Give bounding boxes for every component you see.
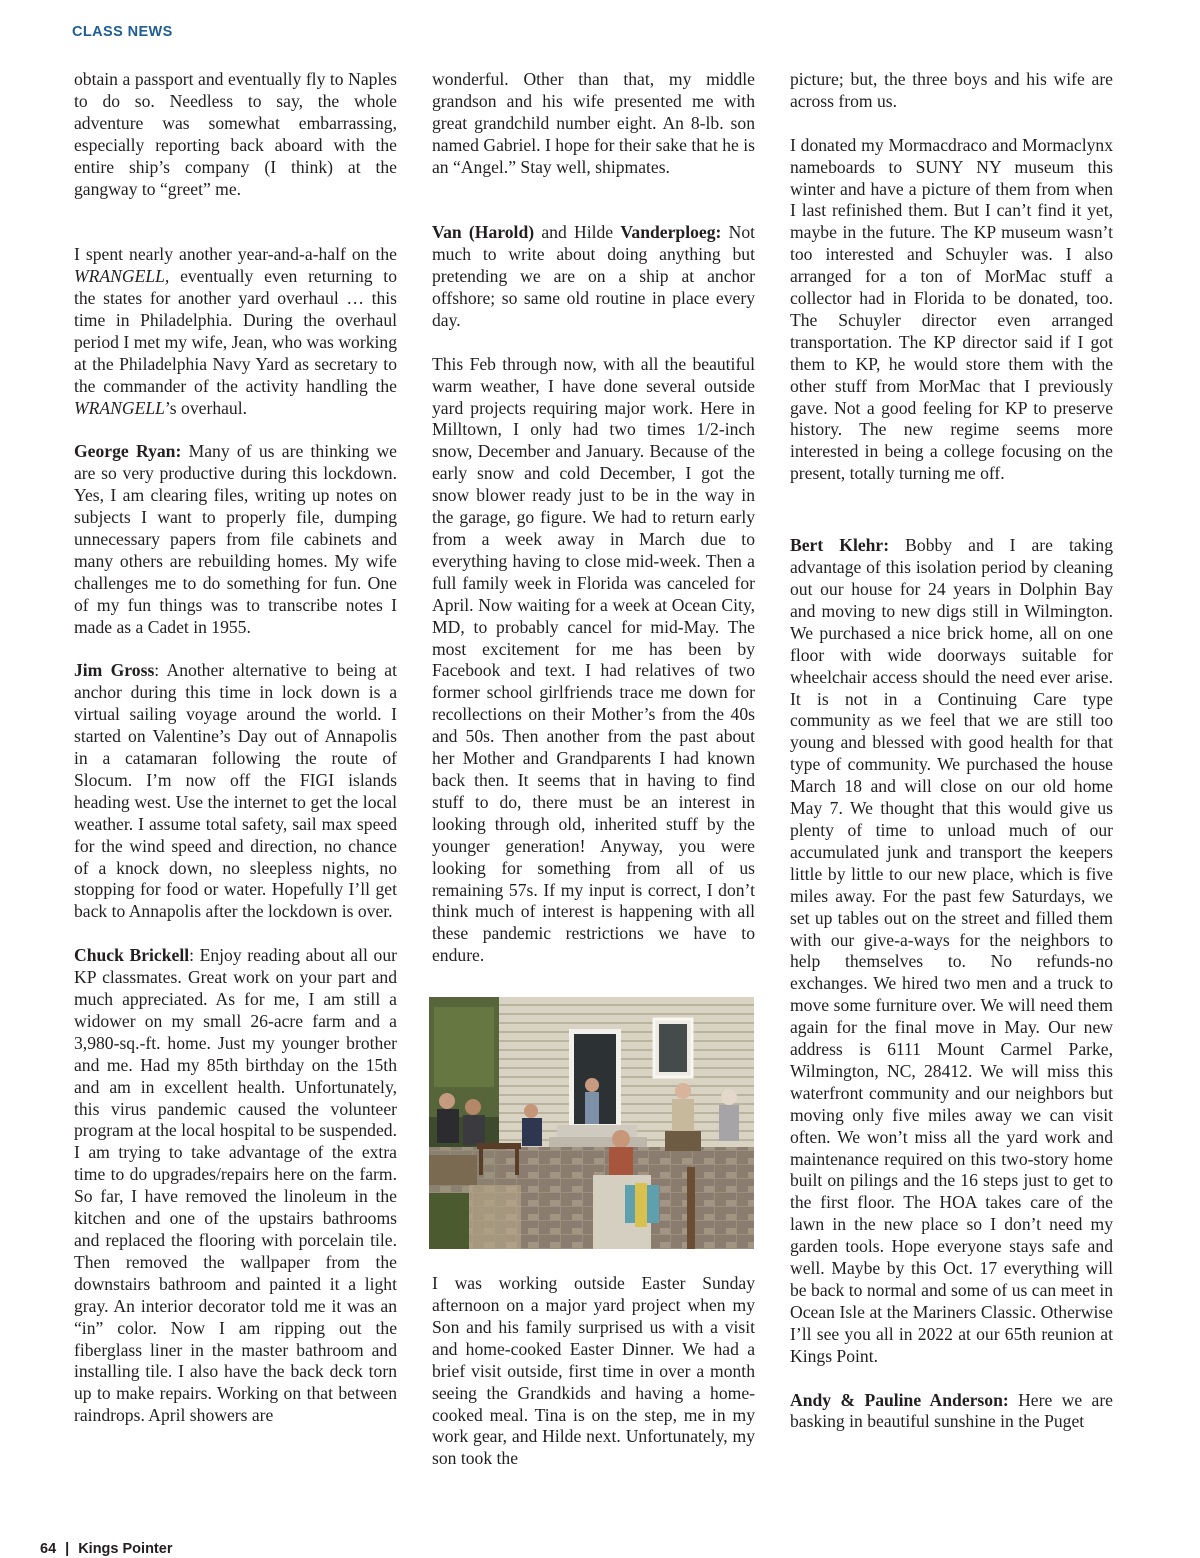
classmate-name: Jim Gross	[74, 660, 155, 681]
classmate-name: Vanderploeg:	[620, 222, 722, 243]
page-footer	[40, 1541, 172, 1557]
publication-name: Kings Pointer	[78, 1541, 173, 1557]
entry-chuck-brickell: Chuck Brickell: Enjoy reading about all our KP classmates. Great work on your part and much appreciated. As for me, I am still a widower on my small 26-acre farm and a 3,980-sq.-ft. home. Just my younger brother and me. Had my 85th birthday on the 15th and am in excellent health. Unfortunately, this virus pandemic caused the volunteer program at the local hospital to be suspended. I am trying to take advantage of the extra time to do upgrades/repairs here on the farm. So far, I have removed the linoleum in the kitchen and one of the upstairs bathrooms and replaced the flooring with porcelain tile. Then removed the wallpaper from the downstairs bathroom and painted it a light gray. An interior decorator told me it was an “in” color. Now I am ripping out the fiberglass liner in the master bathroom and installing tile. I also have the back deck torn up to make repairs. Working on that between raindrops. April showers are	[74, 945, 397, 1426]
ship-name: WRANGELL,	[74, 266, 170, 287]
page-number: 64	[40, 1541, 57, 1557]
paragraph-milltown: This Feb through now, with all the beautiful warm weather, I have done several outside yard projects requiring major work. Here in Milltown, I only had two times 1/2-inch snow, December and January. Because of the early snow and cold December, I got the snow blower ready just to be in the way in the garage, go figure. We had to return early from a week away in March due to everything having to close mid-week. Then a full family week in Florida was canceled for April. Now waiting for a week at Ocean City, MD, to probably cancel for mid-May. The most excitement for me has been by Facebook and text. I had relatives of two former school girlfriends trace me down for recollections on their Mother’s from the 40s and 50s. Then another from the past about her Mother and Grandparents I had known back then. It seems that in having to find stuff to do, there must be an interest in looking through old, inherited stuff by the younger generation! Anyway, you were looking for something from all of us remaining 57s. If my input is correct, I don’t think much of interest is happening with all these pandemic restrictions we have to endure.	[432, 353, 755, 966]
family-patio-photo	[429, 997, 754, 1249]
paragraph-picture: picture; but, the three boys and his wife are across from us.	[790, 69, 1113, 111]
column-1	[74, 69, 397, 1427]
section-header: CLASS NEWS	[72, 24, 173, 40]
classmate-name: Bert Klehr:	[790, 535, 890, 556]
classmate-name: Van (Harold)	[432, 222, 535, 243]
classmate-name: Chuck Brickell	[74, 945, 190, 966]
paragraph-wrangell: I spent nearly another year-and-a-half on the WRANGELL, eventually even returning to the states for another yard overhaul … this time in Philadelphia. During the overhaul period I met my wife, Jean, who was working at the Philadelphia Navy Yard as secretary to the commander of the activity handling the WRANGELL’s overhaul.	[74, 244, 397, 418]
entry-george-ryan: George Ryan: Many of us are thinking we are so very productive during this lockdown. Yes, I am clearing files, writing up notes on subjects I want to properly file, dumping unnecessary papers from file cabinets and many others are rebuilding homes. My wife challenges me to do something for fun. One of my fun things was to transcribe notes I made as a Cadet in 1955.	[74, 441, 397, 637]
paragraph-passport: obtain a passport and eventually fly to Naples to do so. Needless to say, the whole adventure was somewhat embarrassing, especially reporting back aboard with the entire ship’s company (I think) at the gangway to “greet” me.	[74, 69, 397, 199]
paragraph-gabriel: wonderful. Other than that, my middle grandson and his wife presented me with great grandchild number eight. An 8-lb. son named Gabriel. I hope for their sake that he is an “Angel.” Stay well, shipmates.	[432, 69, 755, 177]
entry-jim-gross: Jim Gross: Another alternative to being at anchor during this time in lock down is a virtual sailing voyage around the world. I started on Valentine’s Day out of Annapolis in a catamaran following the route of Slocum. I’m now off the FIGI islands heading west. Use the internet to get the local weather. I assume total safety, sail max speed for the wind speed and direction, no chance of a knock down, no sleepless nights, no stopping for food or water. Hopefully I’ll get back to Annapolis after the lockdown is over.	[74, 660, 397, 922]
column-2	[432, 69, 755, 1470]
classmate-name: Andy & Pauline Anderson:	[790, 1389, 1009, 1410]
entry-bert-klehr: Bert Klehr: Bobby and I are taking advantage of this isolation period by cleaning out our house for 24 years in Dolphin Bay and moving to new digs still in Wilmington. We purchased a nice brick home, all on one floor with wide doorways suitable for wheelchair access should the need ever arise. It is not in a Continuing Care type community as we feel that we are still too young and blessed with good health for that type of community. We purchased the house March 18 and will close on our old home May 7. We thought that this would give us plenty of time to unload much of our accumulated junk and transport the keepers little by little to our new place, which is five miles away. For the past few Saturdays, we set up tables out on the street and filled them with our give-a-ways for the neighbors to help themselves to. No refunds-no exchanges. We hired two men and a truck to move some furniture over. We will need them again for the final move in May. Our new address is 6111 Mount Carmel Parke, Wilmington, NC, 28412. We will miss this waterfront community and our neighbors but moving only five miles away we can visit often. We won’t miss all the yard work and maintenance required on this two-story home built on pilings and the 16 steps just to get to the first floor. The HOA takes care of the lawn in the new place so I don’t need my garden tools. Hope everyone stays safe and well. Maybe by this Oct. 17 everything will be back to normal and some of us can meet in Ocean Isle at the Mariners Classic. Otherwise I’ll see you all in 2022 at our 65th reunion at Kings Point.	[790, 535, 1113, 1366]
paragraph-nameboards: I donated my Mormacdraco and Mormaclynx nameboards to SUNY NY museum this winter and have a picture of them from when I last refinished them. But I can’t find it yet, maybe in the future. The KP museum wasn’t too interested and Schuyler was. I also arranged for a ton of MorMac stuff a collector had in Florida to be donated, too. The Schuyler director even arranged transportation. The KP director said if I got them to KP, he would store them with the other stuff from MorMac that I previously gave. Not a good feeling for KP to preserve history. The new regime seems more interested in being a college focusing on the present, totally turning me off.	[790, 134, 1113, 484]
paragraph-easter: I was working outside Easter Sunday afternoon on a major yard project when my Son and his family surprised us with a visit and home-cooked Easter Dinner. We had a brief visit outside, first time in over a month seeing the Grandkids and having a home-cooked meal. Tina is on the step, me in my work gear, and Hilde next. Unfortunately, my son took the	[432, 1273, 755, 1469]
ship-name: WRANGELL	[74, 397, 165, 418]
classmate-name: George Ryan:	[74, 441, 182, 462]
entry-vanderploeg: Van (Harold) and Hilde Vanderploeg: Not much to write about doing anything but pretending we are on a ship at anchor offshore; so same old routine in place every day.	[432, 222, 756, 330]
entry-anderson: Andy & Pauline Anderson: Here we are basking in beautiful sunshine in the Puget	[790, 1389, 1113, 1432]
footer-separator: |	[65, 1541, 70, 1557]
column-3	[790, 69, 1113, 1433]
